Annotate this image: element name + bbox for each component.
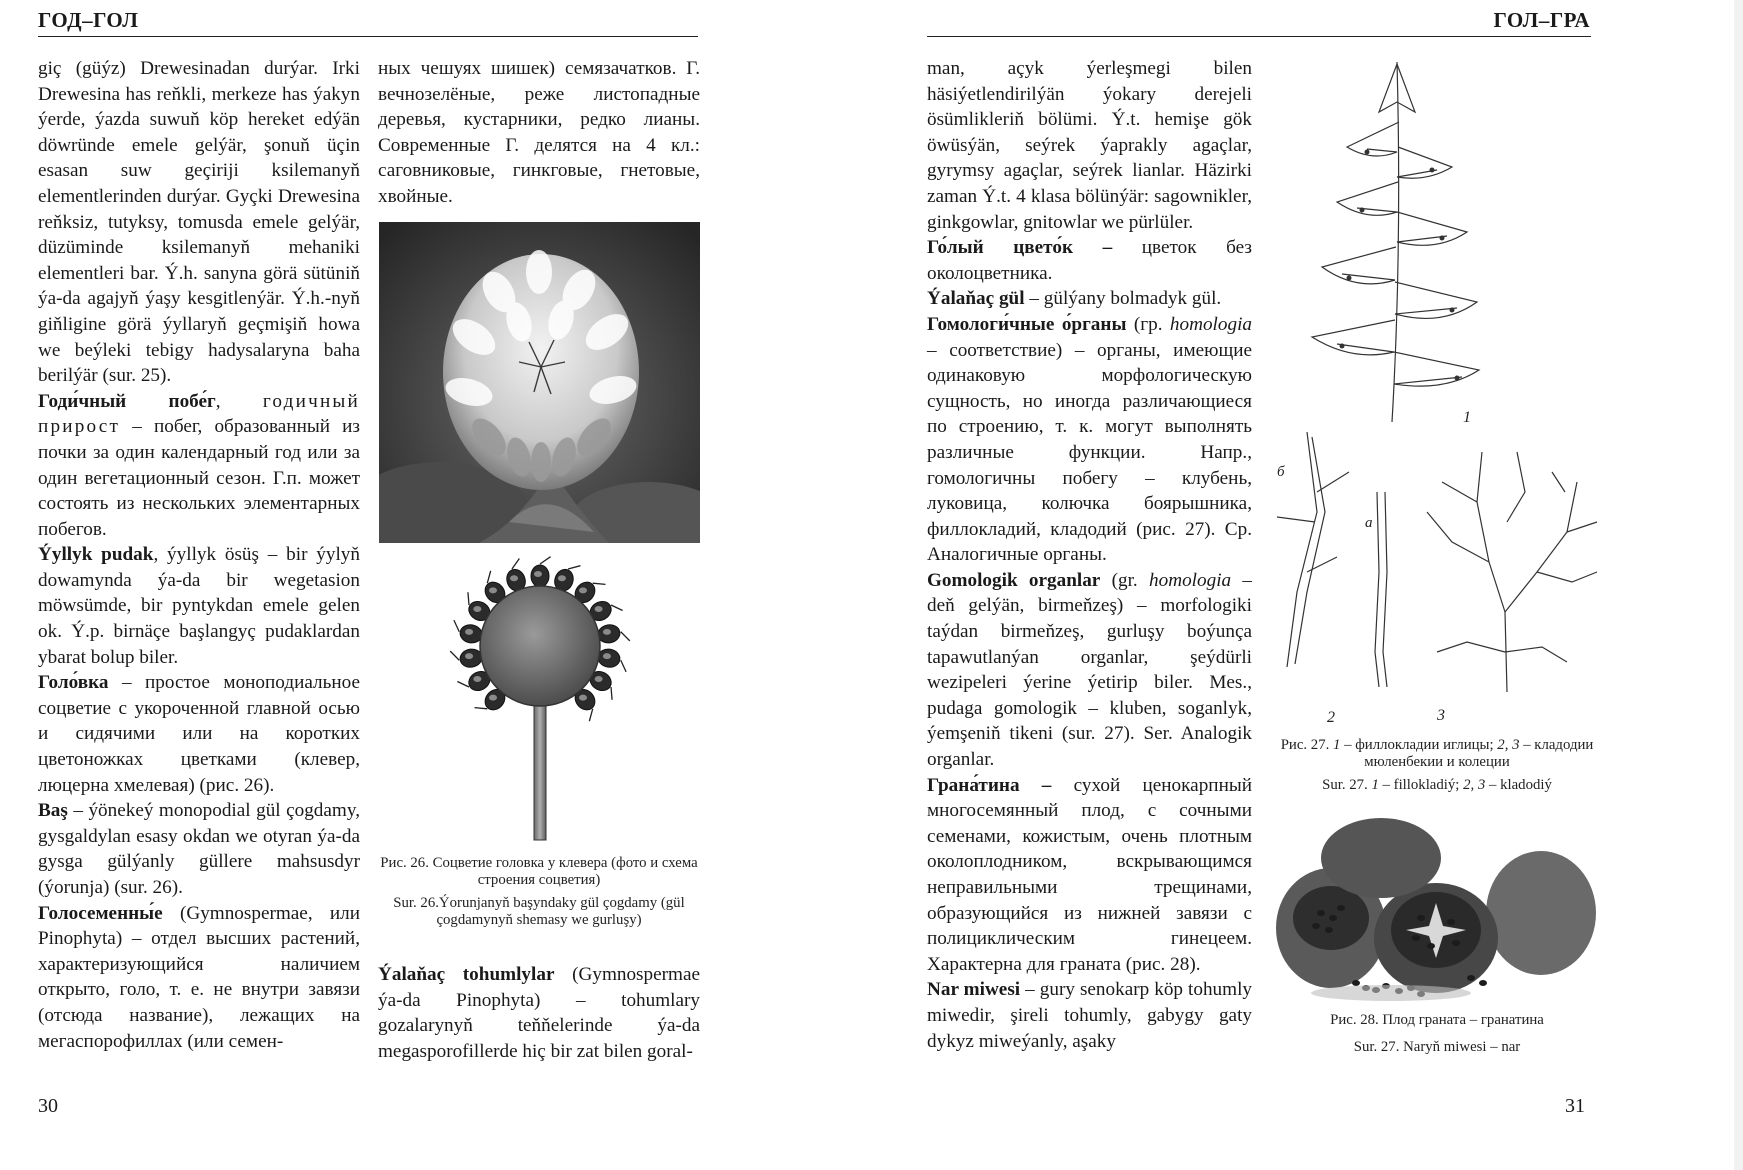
caption-tk: Sur. 26.Ýorunjanyň başyndaky gül çogdamy (gül çogdamynyň shemasy we gurluşy) [393, 895, 685, 928]
entry-text: – gülýany bolmadyk gül. [1024, 288, 1222, 310]
flower-bract [621, 660, 626, 672]
flower-bract [450, 651, 459, 660]
entry-golovka [38, 670, 360, 798]
entry-text: цветок без околоцветника. [927, 237, 1253, 284]
pomegranate-photo [1271, 818, 1601, 1003]
entry-text: – ýönekeý monopodial gül çogdamy, gysgaldylan esasy okdan we otyran ýa-da gysga gülýanly güllere mahsusdyr (ýorunja) (sur. 26). [38, 800, 360, 898]
entry-yalanach-gul [927, 286, 1252, 312]
caption-item-number: 2, 3 [1497, 737, 1520, 753]
scan-edge [1734, 0, 1743, 1170]
figure-27-caption [1267, 737, 1607, 800]
entry-nar-miwesi [927, 977, 1252, 1054]
caption-item-number: 1 [1333, 737, 1341, 753]
entry-text: (Gymnospermae, или Pinophyta) – отдел высших растений, характеризующийся наличием открыто, голо, т. е. не внутри завязи (отсюда название), лежащих на мегаспорофиллах (или семен- [38, 902, 360, 1052]
colletia-cladode-sketch [1427, 452, 1597, 692]
flower-highlight [489, 695, 497, 701]
pomegranate-seed [1479, 980, 1487, 986]
pomegranate-seed [1417, 915, 1425, 921]
caption-text: – кладодии мюленбекии и колеции [1364, 737, 1594, 770]
entry-text: , ýyllyk ösüş – bir ýylyň dowamynda ýa-da bir wegetasion möwsümde, bir pyntykdan emele gelen ok. Ý.p. birnäçe başlangyç pudaklardan ybarat bolup biler. [38, 544, 360, 668]
fig27-label-a: а [1365, 515, 1373, 531]
entry-etymology: homologia [1169, 313, 1253, 335]
page-number-left: 30 [38, 1095, 58, 1117]
flower-highlight [558, 575, 566, 581]
entry-term: Грана́тина – [927, 774, 1052, 796]
caption-text: Sur. 27. [1322, 777, 1372, 793]
flower-highlight [465, 629, 473, 635]
flower-bract [611, 605, 623, 610]
caption-item-number: 1 [1371, 777, 1379, 793]
flower-bract [454, 620, 459, 632]
caption-ru: Рис. 28. Плод граната – гранатина [1330, 1012, 1544, 1028]
fig27-label-b: б [1277, 464, 1285, 480]
flower-highlight [603, 653, 611, 659]
flower-highlight [473, 606, 481, 612]
flower-bract [475, 708, 488, 709]
pomegranate-seed [1412, 935, 1420, 941]
entry-term: Baş [38, 800, 68, 822]
entry-text: – побег, образованный из почки за один календарный год или за один вегетационный сезон. Г.п. может состоять из нескольких элементарных побегов. [38, 416, 360, 540]
clover-flower-image [379, 222, 700, 543]
entry-synonym: годичный прирост [38, 390, 360, 438]
flower-bract [611, 687, 612, 700]
caption-text: – fillokladiý; [1378, 777, 1464, 793]
left-column-1 [38, 56, 360, 1054]
flower-highlight [595, 676, 603, 682]
capitulum-diagram [430, 552, 650, 842]
pomegranate-seed [1352, 980, 1360, 986]
figure-26-caption [378, 855, 700, 935]
figure-28-caption [1267, 1012, 1607, 1062]
caption-ru [1267, 737, 1607, 771]
pomegranate-fruit-image [1271, 818, 1601, 1003]
phylloclade-cladode-illustration [1267, 52, 1607, 732]
pomegranate-seed [1467, 975, 1475, 981]
ruscus-phylloclade-sketch [1312, 62, 1479, 422]
fig27-label-1: 1 [1463, 409, 1471, 426]
header-rule-left [38, 36, 698, 37]
entry-term: Ýyllyk pudak [38, 544, 154, 566]
entry-text: (гр. [1126, 313, 1170, 335]
flower-highlight [603, 629, 611, 635]
paragraph: ных чешуях шишек) семязачатков. Г. вечнозелёные, реже листопадные деревья, кустарники, редко лианы. Современные Г. делятся на 4 кл.: саговниковые, гинкговые, гнетовые, хвойные. [378, 58, 700, 207]
paragraph-text: giç (güýz) Drewesinadan durýar. Irki Drewesina has reňkli, merkeze has ýakyn ýerde, ýazda suwuň köp hereket edýän döwründe emele gelýär, şonuň üçin esasan suw geçiriji ksilemanyň elementlerinden durýar. Gyçki Drewesina reňksiz, tutyksy, tomusda emele gelýär, düzüminde ksilemanyň mehaniki elementleri bar. Ý.h. sanyna görä sütüniň ýa-da agajyň ýaşy kesgitlenýär. Ý.h.-nyň giňligine görä ýyllaryň geçmişiň howa we beýleki tebigy hadysalaryna baha berilýär (sur. 25). [38, 58, 360, 387]
entry-granatina [927, 773, 1252, 978]
caption-item-number: 2, 3 [1463, 777, 1486, 793]
caption-tk: Sur. 27. Naryň miwesi – nar [1353, 1039, 1521, 1055]
entry-term: Gomologik organlar [927, 569, 1101, 591]
pomegranate-seed [1325, 927, 1333, 933]
inflorescence-schema [430, 552, 650, 842]
entry-text: – простое моноподиальное соцветие с укороченной главной осью и сидячими или на коротких цветоножках цветками (клевер, люцерна хмелевая) (рис. 26). [38, 672, 360, 796]
clover-photo [379, 222, 700, 543]
right-column-text [927, 56, 1252, 1054]
flower-bract [621, 632, 630, 641]
flower-bract [457, 682, 469, 687]
pomegranate-seed [1312, 923, 1320, 929]
pomegranate-seed [1317, 910, 1325, 916]
entry-golosemennye [38, 901, 360, 1055]
fig27-label-3: 3 [1437, 707, 1445, 724]
caption-text: – филлокладии иглицы; [1340, 737, 1498, 753]
entry-text: – deň gelýän, birmeňzeş) – morfologiki taýdan birmeňzeş, gurluşy boýunça tapawutlanýan organlar, şeýdürli wezipeleri ýerine ýetirip biler. Mes., pudaga gomologik – kluben, soganlyk, ýemşeniň tikeni (sur. 27). Ser. Analogik organlar. [927, 569, 1253, 771]
left-column-2-bottom [378, 962, 700, 1064]
flower-bract [468, 592, 469, 605]
muehlenbeckia-cladode-sketch [1277, 432, 1387, 687]
entry-gomologichnye-organy [927, 312, 1252, 568]
caption-text: – kladodiý [1485, 777, 1552, 793]
entry-gomologik-organlar [927, 568, 1252, 773]
left-page [0, 0, 871, 1170]
paragraph [38, 56, 360, 389]
pomegranate-seed [1447, 919, 1455, 925]
entry-text: сухой ценокарпный многосемянный плод, с сочными семенами, кожистым, очень плотным околоплодником, вскрывающимся неправильными трещинами, образующийся из нижней завязи с полициклическим гинецеем. Характерна для граната (рис. 28). [927, 774, 1252, 975]
flower-highlight [579, 695, 587, 701]
entry-bas [38, 798, 360, 900]
pomegranate-seed [1452, 940, 1460, 946]
flower-bract [568, 566, 580, 569]
flower-bract [589, 709, 592, 721]
flower-highlight [534, 571, 542, 577]
caption-ru: Рис. 26. Соцветие головка у клевера (фото и схема строения соцветия) [380, 855, 698, 888]
entry-yyllyk-pudak [38, 542, 360, 670]
flower-highlight [510, 575, 518, 581]
entry-text: (Gymnospermae ýa-da Pinophyta) – tohumlary gozalarynyň teňňelerinde ýa-da megasporofillerde hiç bir zat bilen goral- [378, 964, 700, 1062]
right-page [871, 0, 1743, 1170]
flower-highlight [489, 587, 497, 593]
flower-highlight [465, 653, 473, 659]
pomegranate-seed [1329, 915, 1337, 921]
entry-goly-cvetok [927, 235, 1252, 286]
entry-term: Го́лый цвето́к – [927, 237, 1113, 259]
entry-term: Голосеменны́е [38, 902, 163, 924]
entry-godichny-pobeg: Годи́чный побе́г, годичный прирост – побег, образованный из почки за один календарный год или за один вегетационный сезон. Г.п. может состоять из нескольких элементарных побегов. [38, 390, 360, 540]
flower-highlight [473, 676, 481, 682]
entry-text: (gr. [1100, 569, 1150, 591]
caption-text: Рис. 27. [1280, 737, 1333, 753]
entry-term: Ýalaňaç gül [927, 288, 1025, 310]
running-head-left: ГОД–ГОЛ [38, 8, 139, 32]
flower-bract [540, 557, 551, 564]
flower-bract [593, 583, 606, 584]
pomegranate-seed [1427, 943, 1435, 949]
entry-term: Ýalaňaç tohumlylar [378, 964, 555, 985]
paragraph-text: man, açyk ýerleşmegi bilen häsiýetlendirilýän ýokary derejeli ösümlikleriň bölümi. Ý.t. hemişe gök öwüsýän, seýrek ýaprakly agaçlar, gyrymsy agaçlar, seýrek lianlar. Häzirki zaman Ý.t. 4 klasa bölünýär: sagownikler, ginkgowlar, gnitowlar we pürlüler. [927, 58, 1252, 233]
caption-tk [1267, 777, 1607, 794]
flower-bract [512, 558, 519, 568]
entry-term: Годи́чный побе́г [38, 390, 216, 412]
entry-yalanach-tohumlylar [378, 962, 700, 1064]
entry-text: – соответствие) – органы, имеющие одинаковую морфологическую сущность, но иногда различающиеся по строению, т. к. могут выполнять различные функции. Напр., гомологичны побегу – клубень, луковица, колючка боярышника, филлокладий, кладодий (рис. 27). Ср. Аналогичные органы. [927, 339, 1252, 566]
entry-term: Nar miwesi [927, 979, 1021, 1001]
flower-highlight [595, 606, 603, 612]
entry-text: – gury senokarp köp tohumly miwedir, şireli tohumly, gabygy gaty dykyz miweýanly, aşaky [927, 979, 1252, 1052]
page-number-right: 31 [1565, 1095, 1585, 1117]
paragraph [927, 56, 1252, 235]
left-column-2-top [378, 56, 700, 210]
entry-etymology: homologia [1149, 569, 1232, 591]
entry-term: Гомологи́чные о́рганы [927, 313, 1127, 335]
figure-27-drawing [1267, 52, 1607, 732]
pomegranate-seed [1337, 905, 1345, 911]
flower-bract [487, 571, 490, 583]
entry-term: Голо́вка [38, 672, 109, 694]
running-head-right: ГОЛ–ГРА [1493, 8, 1590, 32]
flower-highlight [579, 587, 587, 593]
header-rule-right [927, 36, 1591, 37]
fig27-label-2: 2 [1327, 709, 1335, 726]
